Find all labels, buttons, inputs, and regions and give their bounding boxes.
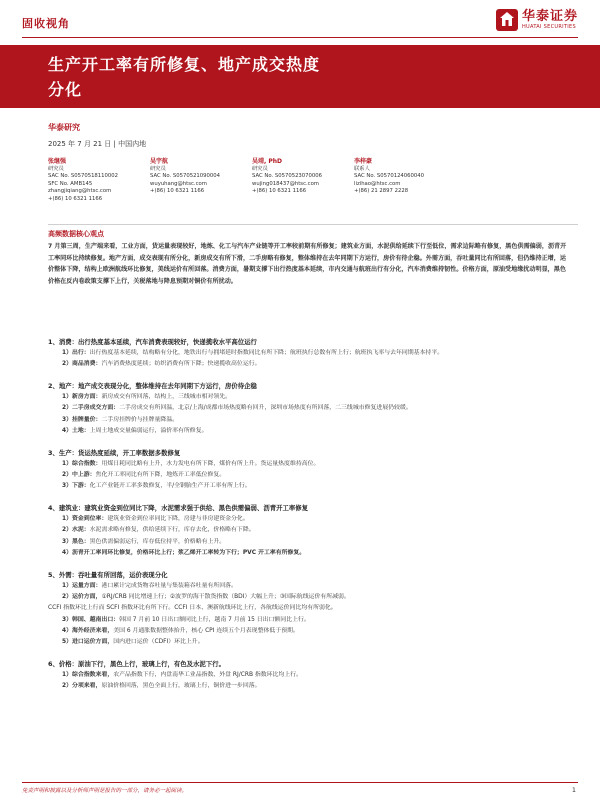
item-text: 水泥需求略有修复，供给延续下行，库存去化，价格略有下降。: [89, 527, 255, 534]
list-item: [48, 403, 568, 414]
column-label: 固收视角: [22, 17, 70, 30]
list-item: [48, 481, 568, 492]
analyst-email[interactable]: wuyuhang@htsc.com: [150, 180, 207, 187]
item-text: 新房成交有所回落，结构上，三线城市相对领先。: [101, 394, 232, 401]
footer-disclaimer: 免责声明和披露以及分析师声明是报告的一部分，请务必一起阅读。: [22, 788, 188, 794]
section-title: 2、地产：地产成交表现分化，整体维持在去年同期下方运行，房价待企稳: [48, 382, 257, 391]
item-text: 国内进口运价（CDFI）环比上升。: [113, 639, 204, 646]
analyst-email[interactable]: lizihao@htsc.com: [354, 180, 401, 187]
section-title: 5、外需：吞吐量有所回落，运价表现分化: [48, 570, 168, 579]
list-item: [48, 426, 568, 437]
list-item: [48, 537, 568, 548]
list-item: [48, 548, 568, 559]
item-text: 黑色供需偏弱运行，库存低位持平，价格略有上升。: [89, 538, 226, 545]
item-label: 1）资金到位率：: [62, 516, 108, 523]
item-text: 焦化开工率同比有所下降，地炼开工率低位修复。: [95, 472, 226, 479]
section-title: 3、生产：货运热度延续，开工率数据多数修复: [48, 448, 181, 457]
report-meta: [48, 122, 568, 203]
item-text: ①RJ/CRB 同比增速上行；②波罗的海干散货指数（BDI）大幅上升；③国际航线运价有所减弱。: [101, 594, 350, 601]
item-label: 5）进口运价方面，: [62, 639, 114, 646]
item-label: 3）黑色：: [62, 538, 90, 545]
publisher-name: 华泰研究: [48, 123, 80, 132]
item-label: 1）运量方面：: [62, 582, 102, 589]
item-text: 韩国 7 月前 10 日出口额同比上行，越南 7 月前 15 日出口额同比上行。: [119, 616, 310, 623]
section-real-estate: [48, 380, 568, 437]
analyst-phone: +(86) 21 2897 2228: [354, 188, 409, 195]
item-text: 港口累计完成货物吞吐量与集装箱吞吐量有所回落。: [101, 582, 237, 589]
list-item: [48, 581, 568, 592]
list-item: [48, 637, 568, 648]
report-body: [48, 336, 568, 702]
item-text: 建筑业资金到位率同比下降，房建与非房建资金分化。: [107, 516, 249, 523]
analyst-name: 吴宇航: [150, 158, 169, 165]
analyst-phone: +(86) 10 6321 1166: [150, 188, 205, 195]
logo-chinese-name: 华泰证券: [521, 9, 578, 24]
page-number: 1: [571, 786, 576, 794]
list-item: [48, 470, 568, 481]
item-label: 1）综合指数：: [62, 460, 102, 467]
list-item: [48, 681, 568, 692]
item-label: 1）综合指数来看，: [62, 672, 114, 679]
analyst-card: [354, 158, 454, 203]
huatai-logo: [496, 9, 578, 31]
item-label: 1）出行：: [62, 350, 90, 356]
list-item: [48, 670, 568, 681]
item-label: 2）运价方面，: [62, 594, 102, 601]
analyst-card: [252, 158, 352, 203]
item-text: 汽车消费热度延续；纺织消费有所下降；快递揽收高位运行。: [101, 361, 261, 368]
analyst-role: 联系人: [354, 166, 370, 172]
list-item: [48, 514, 568, 525]
item-text: 化工产业链开工率多数修复，半/全钢胎生产开工率有所上行。: [89, 483, 251, 490]
analyst-sac: SAC No. S0570124060040: [354, 173, 425, 180]
footer-divider: [22, 782, 578, 783]
report-date-location: 2025 年 7 月 21 日 | 中国内地: [48, 140, 147, 148]
item-label: 4）沥青开工率同环比修复，价格环比上行；浆乙烯开工率转为下行；PVC 开工率有所修复。: [62, 550, 306, 557]
page-header: [0, 0, 600, 45]
list-item: [48, 415, 568, 426]
analyst-card: [150, 158, 250, 203]
item-label: 2）水泥：: [62, 527, 90, 534]
item-text: 二手房成交有所回温，北京/上海/成都市场热度略有回升，深圳市场热度有所回落，二三线城市修复进展仍较缓。: [119, 405, 412, 412]
analyst-sac: SAC No. S0570523070006: [252, 173, 323, 180]
section-production: [48, 447, 568, 493]
item-text: 农产品指数下行，内盘南华工业品指数、外盘 RJ/CRB 指数环比均上行。: [113, 672, 302, 679]
list-item: [48, 359, 568, 370]
analyst-sfc: SFC No. AMB145: [48, 180, 93, 187]
analyst-sac: SAC No. S0570518110002: [48, 173, 119, 180]
highlights-heading: 高频数据核心观点: [48, 230, 104, 238]
meta-divider: [48, 224, 578, 225]
section-prices: [48, 658, 568, 693]
analyst-name: 李梓豪: [354, 158, 373, 165]
analyst-phone: +(86) 10 6321 1166: [48, 195, 103, 202]
list-item: [48, 603, 568, 614]
analyst-role: 研究员: [150, 166, 166, 172]
highlights-body: 7 月第三周，生产端来看，工业方面，货运量表现较好，地炼、化工与汽车产业链等开工率较前期有所修复；建筑业方面，水泥供给延续下行至低位，需求边际略有修复，黑色供需偏弱，沥青开工率同环比持续修复。地产方面，成交表现有所分化，新房成交有所下滑，二手房略有修复，整体维持在去年同期下方运行，房价有待企稳。外需方面，吞吐量同比有所回落，但仍维持正增，运价整体下降，结构上欧洲航线环比修复，美线运价有所回落。消费方面，暑期支撑下出行热度基本延续，市内交通与航班出行有分化，汽车消费维持韧性。价格方面，原油受地缘扰动明显，黑色价格在反内卷政策支撑下上行，关税落地与降息预期对铜价有所扰动。: [48, 243, 567, 286]
analyst-email[interactable]: wujing018437@htsc.com: [252, 180, 319, 187]
analyst-email[interactable]: zhangjiqiang@htsc.com: [48, 188, 112, 195]
item-text: 上周土地成交量偏弱运行，溢价率有所修复。: [89, 427, 208, 434]
analyst-role: 研究员: [48, 166, 64, 172]
item-text: CCFI 指数环比上行而 SCFI 指数环比有所下行。CCFI 日本、澳新航线环比上行，各航线运价同比均有所弱化。: [48, 605, 337, 612]
item-label: 2）分项来看，: [62, 683, 102, 690]
list-item: [48, 392, 568, 403]
section-title: 6、价格：原油下行，黑色上行，玻璃上行，有色及水泥下行。: [48, 660, 225, 669]
section-external-demand: [48, 569, 568, 649]
analyst-name: 吴靖, PhD: [252, 158, 283, 165]
item-label: 2）中上游：: [62, 472, 96, 479]
list-item: [48, 459, 568, 470]
analyst-list: [48, 158, 568, 203]
list-item: [48, 525, 568, 536]
list-item: [48, 592, 568, 603]
item-label: 4）海外经济来看，: [62, 628, 114, 635]
section-title: 4、建筑业：建筑业资金到位同比下降，水泥需求强于供给、黑色供需偏弱、沥青开工率修复: [48, 504, 309, 513]
item-text: 出行热度基本延续，结构略有分化，地铁出行与拥堵延时指数同比有所下降；航班执行总数有所上行；航班执飞率与去年同期基本持平。: [89, 350, 444, 356]
report-title-line-2: 分化: [48, 80, 83, 99]
item-text: 原油价格回落，黑色全面上行，玻璃上行，铜价进一步回落。: [101, 683, 261, 690]
section-construction: [48, 502, 568, 559]
section-title: 1、消费：出行热度基本延续，汽车消费表现较好，快递揽收水平高位运行: [48, 338, 257, 346]
item-label: 4）土地：: [62, 427, 90, 434]
analyst-card: [48, 158, 148, 203]
logo-english-name: HUATAI SECURITIES: [521, 24, 576, 30]
item-text: 二手房挂牌价与挂牌量降温。: [101, 416, 179, 423]
analyst-name: 张继强: [48, 158, 67, 165]
item-label: 1）新房方面：: [62, 394, 102, 401]
list-item: [48, 348, 568, 359]
item-label: 2）二手房成交方面：: [62, 405, 120, 412]
item-label: 3）韩国、越南出口：: [62, 616, 120, 623]
item-label: 3）挂牌量价：: [62, 416, 102, 423]
item-text: 美国 6 月通胀数据整体抬升，核心 CPI 连续五个月表现整体低于预期。: [113, 628, 299, 635]
analyst-sac: SAC No. S0570521090004: [150, 173, 221, 180]
huatai-logo-icon: [496, 9, 518, 31]
analyst-role: 研究员: [252, 166, 268, 172]
item-label: 2）商品消费：: [62, 361, 102, 368]
item-label: 3）下游：: [62, 483, 90, 490]
section-consumption: [48, 336, 568, 371]
header-divider: [22, 37, 578, 38]
list-item: [48, 626, 568, 637]
analyst-phone: +(86) 10 6321 1166: [252, 188, 307, 195]
report-title-line-1: 生产开工率有所修复、地产成交热度: [48, 55, 321, 74]
item-text: 用煤日耗同比略有上升，水力发电有所下降，煤价有所上升。货运量热度维持高位。: [101, 460, 320, 467]
list-item: [48, 615, 568, 626]
